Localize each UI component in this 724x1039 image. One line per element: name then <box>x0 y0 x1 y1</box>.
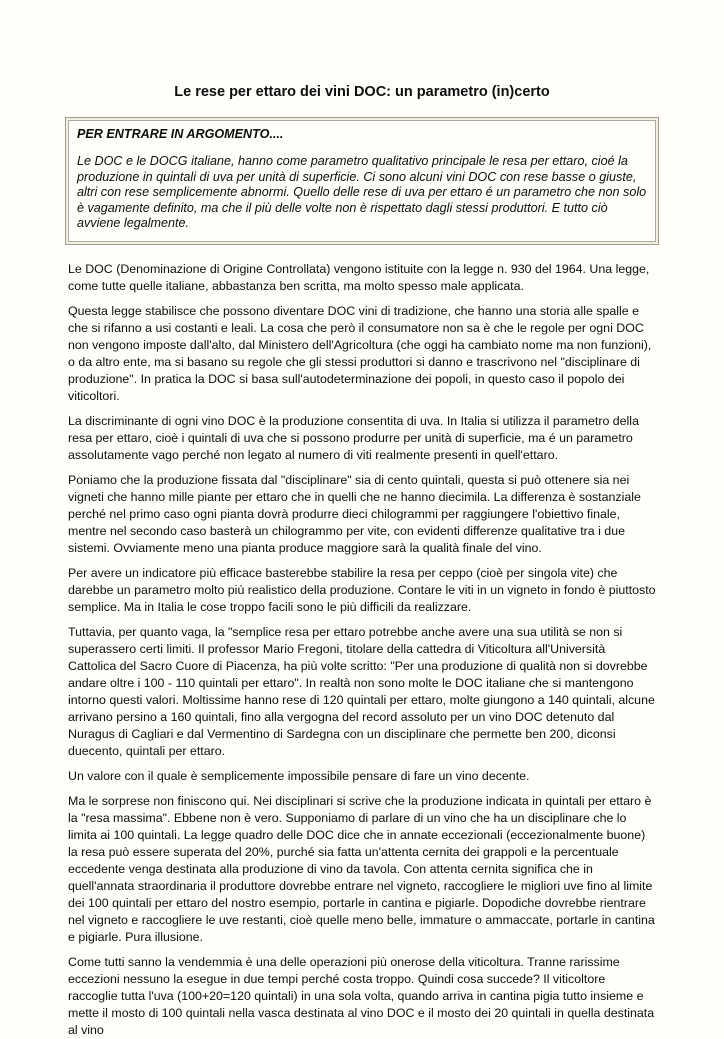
paragraph-3: La discriminante di ogni vino DOC è la produzione consentita di uva. In Italia si utilizza il parametro della resa per ettaro, cioè i quintali di uva che si possono produrre per unità di superficie, ma é un parametro assolutamente vago perché non legato al numero di viti realmente presenti in quell'ettaro. <box>68 413 639 462</box>
intro-box-inner <box>68 120 656 242</box>
paragraph-7: Un valore con il quale è semplicemente impossibile pensare di fare un vino decente. <box>68 768 530 783</box>
article-body <box>68 261 656 1039</box>
intro-box-heading: PER ENTRARE IN ARGOMENTO.... <box>77 127 284 141</box>
intro-box <box>65 117 659 245</box>
intro-box-text: Le DOC e le DOCG italiane, hanno come parametro qualitativo principale le resa per ettaro, cioé la produzione in quintali di uva per unità di superficie. Ci sono alcuni vini DOC con rese basse o giuste, altri con rese semplicemente abnormi. Quello delle rese di uva per ettaro é un parametro che non solo è vagamente definito, ma che il più delle volte non è rispettato dagli stessi produttori. E tutto ciò avviene legalmente. <box>77 154 647 230</box>
paragraph-9: Come tutti sanno la vendemmia è una delle operazioni più onerose della viticoltura. Tranne rarissime eccezioni nessuno la esegue in due tempi perché costa troppo. Quindi cosa succede? Il viticoltore raccoglie tutta l'uva (100+20=120 quintali) in una sola volta, quando arriva in cantina pigia tutto insieme e mette il mosto di 100 quintali nella vasca destinata al vino DOC e il mosto dei 20 quintali in quella destinata al vino <box>68 954 655 1037</box>
document-title: Le rese per ettaro dei vini DOC: un parametro (in)certo <box>174 84 550 100</box>
paragraph-4: Poniamo che la produzione fissata dal "disciplinare" sia di cento quintali, questa si può ottenere sia nei vigneti che hanno mille piante per ettaro che in quelli che ne hanno diecimila. La differenza è sostanziale perché nel primo caso ogni pianta dovrà produrre dieci chilogrammi per raggiungere l'obiettivo finale, mentre nel secondo caso basterà un chilogrammo per vite, con evidenti differenze qualitative tra i due sistemi. Ovviamente meno una pianta produce maggiore sarà la qualità finale del vino. <box>68 472 641 555</box>
paragraph-8: Ma le sorprese non finiscono qui. Nei disciplinari si scrive che la produzione indicata in quintali per ettaro è la "resa massima". Ebbene non è vero. Supponiamo di parlare di un vino che ha un disciplinare che lo limita ai 100 quintali. La legge quadro delle DOC dice che in annate eccezionali (eccezionalmente buone) la resa può essere superata del 20%, purché sia fatta un'attenta cernita dei grappoli e la percentuale eccedente venga destinata alla produzione di vino da tavola. Con attenta cernita significa che in quell'annata straordinaria il produttore dovrebbe entrare nel vigneto, raccogliere le migliori uve fino al limite dei 100 quintali per ettaro del nostro esempio, portarle in cantina e pigiarle. Dopodiche dovrebbe rientrare nel vigneto e raccogliere le uve restanti, cioè quelle meno belle, immature o ammaccate, portarle in cantina e pigiarle. Pura illusione. <box>68 793 655 944</box>
paragraph-6: Tuttavia, per quanto vaga, la "semplice resa per ettaro potrebbe anche avere una sua utilità se non si superassero certi limiti. Il professor Mario Fregoni, titolare della cattedra di Viticoltura all'Università Cattolica del Sacro Cuore di Piacenza, ha più volte scritto: "Per una produzione di qualità non si dovrebbe andare oltre i 100 - 110 quintali per ettaro". In realtà non sono molte le DOC italiane che si mantengono intorno questi valori. Moltissime hanno rese di 120 quintali per ettaro, molte giungono a 140 quintali, alcune arrivano persino a 160 quintali, fino alla vergogna del record assoluto per un vino DOC detenuto dal Nuragus di Cagliari e dal Vermentino di Sardegna con un disciplinare che permette ben 200, diconsi duecento, quintali per ettaro. <box>68 624 655 758</box>
paragraph-2: Questa legge stabilisce che possono diventare DOC vini di tradizione, che hanno una storia alle spalle e che si rifanno a usi costanti e leali. La cosa che però il consumatore non sa è che le regole per ogni DOC non vengono imposte dall'alto, dal Ministero dell'Agricoltura (che oggi ha cambiato nome ma non funzioni), o da altro ente, ma si basano su regole che gli stessi produttori si danno e trascrivono nel "disciplinare di produzione". In pratica la DOC si basa sull'autodeterminazione dei popoli, in questo caso il popolo dei viticoltori. <box>68 303 652 403</box>
paragraph-1: Le DOC (Denominazione di Origine Controllata) vengono istituite con la legge n. 930 del 1964. Una legge, come tutte quelle italiane, abbastanza ben scritta, ma molto spesso male applicata. <box>68 261 650 293</box>
paragraph-5: Per avere un indicatore più efficace basterebbe stabilire la resa per ceppo (cioè per singola vite) che darebbe un parametro molto più realistico della produzione. Contare le viti in un vigneto in fondo è piuttosto semplice. Ma in Italia le cose troppo facili sono le più difficili da realizzare. <box>68 565 656 614</box>
